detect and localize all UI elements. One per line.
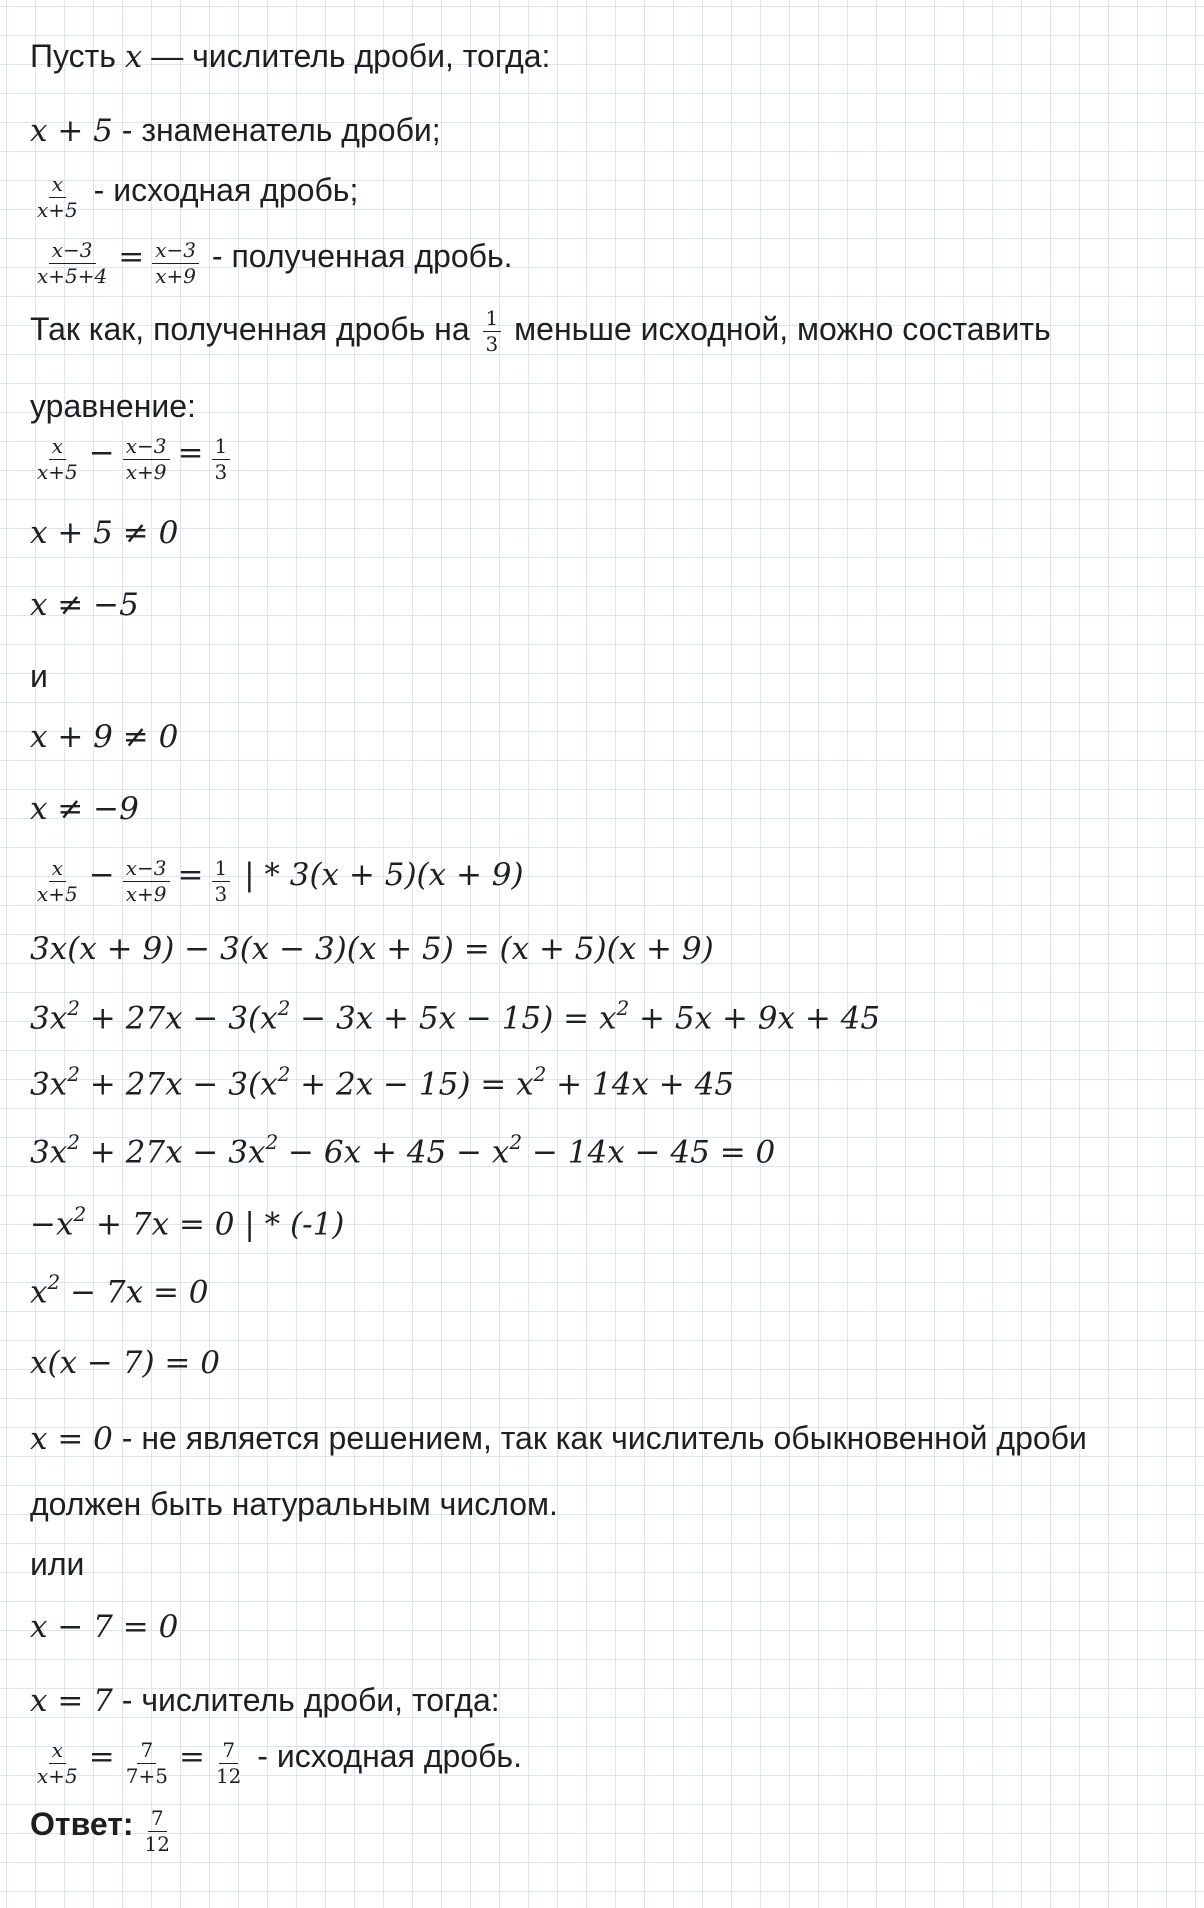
line-root-1 — [30, 1422, 1087, 1455]
text: или — [30, 1546, 85, 1582]
fraction — [152, 240, 199, 287]
text: должен быть натуральным числом. — [30, 1486, 558, 1522]
denominator: x+5 — [37, 882, 78, 906]
numerator: 1 — [483, 308, 502, 332]
denominator: x+5 — [37, 1764, 78, 1788]
fraction — [483, 308, 502, 355]
exponent: 2 — [509, 1130, 523, 1154]
line-step-5 — [30, 1202, 345, 1243]
line-step-7 — [30, 1345, 220, 1381]
line-root-2-eq — [30, 1609, 179, 1645]
line-root-1-cont — [30, 1488, 558, 1520]
line-original-fraction — [30, 174, 358, 221]
denominator: 12 — [144, 1832, 170, 1856]
math-part: 3x — [30, 1000, 68, 1037]
math-part: − 14x − 45 = 0 — [522, 1134, 776, 1171]
numerator: x−3 — [49, 240, 96, 264]
answer-line — [30, 1808, 177, 1855]
line-step-2 — [30, 996, 881, 1037]
math-expression: x ≠ −9 — [30, 791, 139, 827]
fraction — [123, 858, 170, 905]
exponent: 2 — [67, 1130, 80, 1154]
text: - полученная дробь. — [203, 238, 513, 275]
numerator: x — [49, 1740, 66, 1764]
line-new-fraction — [30, 240, 513, 287]
exponent: 2 — [277, 1062, 291, 1086]
line-denominator — [30, 114, 441, 147]
numerator: x−3 — [123, 858, 170, 882]
fraction — [212, 436, 231, 483]
line-final-fraction — [30, 1740, 522, 1787]
line-condition — [30, 308, 1051, 355]
line-step-6 — [30, 1270, 209, 1311]
math-expression: x(x − 7) = 0 — [30, 1345, 220, 1381]
exponent: 2 — [73, 1202, 87, 1226]
math-part: + 14x + 45 — [546, 1066, 735, 1103]
math-part: + 2x − 15) = x — [290, 1066, 534, 1103]
equals-sign: = — [88, 1739, 115, 1776]
line-equation-label — [30, 390, 196, 422]
numerator: x — [49, 858, 66, 882]
denominator: 12 — [215, 1764, 242, 1788]
exponent: 2 — [265, 1130, 279, 1154]
text: уравнение: — [30, 388, 196, 424]
exponent: 2 — [47, 1270, 61, 1294]
line-or — [30, 1548, 84, 1580]
equals-sign: = — [177, 857, 204, 894]
denominator: x+5+4 — [37, 264, 108, 288]
fraction — [34, 436, 81, 483]
equals-sign: = — [118, 239, 145, 276]
text: Так как, полученная дробь на — [30, 310, 479, 347]
text: - знаменатель дроби; — [112, 112, 441, 148]
fraction — [213, 1740, 244, 1787]
math-expression: x + 9 ≠ 0 — [30, 719, 179, 755]
text: и — [30, 658, 48, 694]
denominator: 3 — [214, 882, 228, 906]
minus-sign: − — [88, 435, 115, 472]
exponent: 2 — [616, 996, 630, 1020]
math-expression: x + 5 — [30, 113, 113, 149]
denominator: 3 — [485, 332, 499, 356]
line-domain-4 — [30, 791, 139, 827]
text: — числитель дроби, тогда: — [142, 38, 551, 74]
line-domain-2 — [30, 587, 139, 623]
numerator: 7 — [137, 1740, 156, 1764]
line-step-3 — [30, 1062, 735, 1103]
fraction — [123, 1740, 171, 1787]
math-part: x — [30, 1274, 48, 1311]
text: Пусть — [30, 38, 125, 74]
equals-sign: = — [177, 435, 204, 472]
math-part: 3x — [30, 1134, 68, 1171]
fraction — [34, 1740, 81, 1787]
math-expression: x = 7 — [30, 1683, 113, 1719]
denominator: x+9 — [125, 460, 167, 484]
math-part: − 6x + 45 − x — [278, 1134, 510, 1171]
text: - исходная дробь; — [84, 172, 359, 209]
text: - не является решением, так как числитель обыкновенной дроби — [112, 1420, 1087, 1456]
math-expression: | * 3(x + 5)(x + 9) — [234, 857, 524, 894]
fraction — [34, 174, 81, 221]
answer-label: Ответ: — [30, 1806, 134, 1843]
math-part: + 27x − 3(x — [79, 1000, 278, 1037]
math-expression: x − 7 = 0 — [30, 1609, 179, 1645]
math-part: + 7x = 0 | * (-1) — [86, 1206, 345, 1243]
text: - числитель дроби, тогда: — [112, 1682, 500, 1718]
math-part: −x — [30, 1206, 74, 1243]
minus-sign: − — [88, 857, 115, 894]
math-expression: x = 0 — [30, 1421, 113, 1457]
line-equation-multiply — [30, 858, 524, 905]
math-part: + 5x + 9x + 45 — [629, 1000, 881, 1037]
math-expression: x + 5 ≠ 0 — [30, 515, 179, 551]
math-expression: x ≠ −5 — [30, 587, 139, 623]
exponent: 2 — [67, 1062, 80, 1086]
line-domain-3 — [30, 719, 179, 755]
variable: x — [124, 39, 143, 75]
line-intro — [30, 40, 550, 73]
text: - исходная дробь. — [248, 1738, 522, 1775]
equals-sign: = — [178, 1739, 205, 1776]
exponent: 2 — [533, 1062, 547, 1086]
math-part: − 3x + 5x − 15) = x — [290, 1000, 617, 1037]
numerator: 1 — [212, 436, 231, 460]
fraction — [123, 436, 170, 483]
line-step-1 — [30, 931, 714, 967]
denominator: x+5 — [37, 198, 78, 222]
denominator: x+9 — [155, 264, 196, 288]
text: меньше исходной, можно составить — [505, 310, 1051, 347]
numerator: x−3 — [152, 240, 199, 264]
line-equation — [30, 436, 234, 483]
denominator: 7+5 — [125, 1764, 168, 1788]
numerator: x — [49, 174, 66, 198]
numerator: 7 — [148, 1808, 167, 1832]
math-part: + 27x − 3(x — [79, 1066, 278, 1103]
math-part: + 27x − 3x — [79, 1134, 266, 1171]
math-expression: 3x(x + 9) − 3(x − 3)(x + 5) = (x + 5)(x + 9) — [30, 931, 714, 967]
numerator: 1 — [212, 858, 231, 882]
math-part: 3x — [30, 1066, 68, 1103]
line-root-2 — [30, 1684, 500, 1717]
fraction — [212, 858, 231, 905]
line-and — [30, 660, 48, 692]
denominator: x+9 — [125, 882, 167, 906]
numerator: x−3 — [123, 436, 170, 460]
math-part: − 7x = 0 — [60, 1274, 209, 1311]
fraction — [34, 858, 81, 905]
numerator: x — [49, 436, 66, 460]
exponent: 2 — [277, 996, 291, 1020]
line-domain-1 — [30, 515, 179, 551]
line-step-4 — [30, 1130, 776, 1171]
denominator: 3 — [214, 460, 228, 484]
numerator: 7 — [219, 1740, 238, 1764]
fraction — [34, 240, 110, 287]
denominator: x+5 — [37, 460, 78, 484]
answer-fraction — [142, 1808, 173, 1855]
exponent: 2 — [67, 996, 80, 1020]
